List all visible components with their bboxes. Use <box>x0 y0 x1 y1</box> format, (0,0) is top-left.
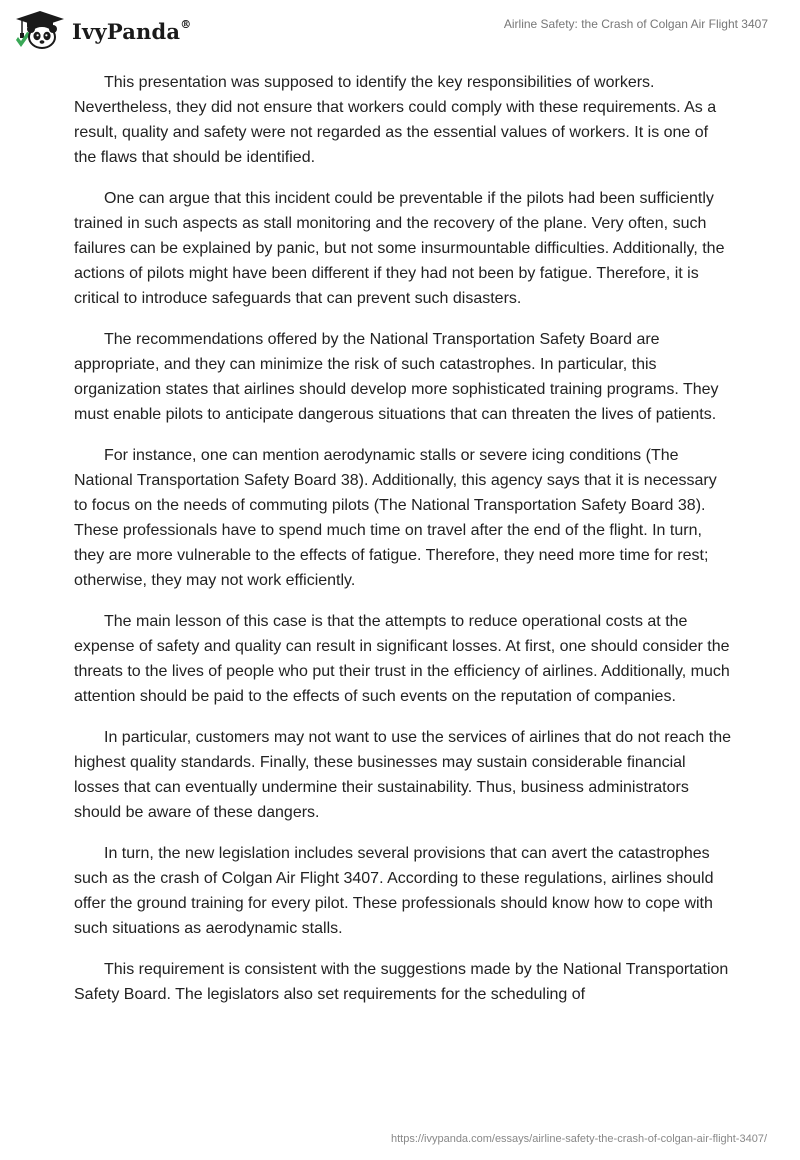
document-title: Airline Safety: the Crash of Colgan Air Flight 3407 <box>503 17 768 31</box>
paragraph: In turn, the new legislation includes several provisions that can avert the catastrophes such as the crash of Colgan Air Flight 3407. According to these regulations, airlines should offer the ground training for every pilot. These professionals should know how to cope with such situations as aerodynamic stalls. <box>74 845 714 937</box>
paragraph: This requirement is consistent with the suggestions made by the National Transportation Safety Board. The legislators also set requirements for the scheduling of <box>74 961 729 1003</box>
paragraph: One can argue that this incident could be preventable if the pilots had been sufficiently trained in such aspects as stall monitoring and the recovery of the plane. Very often, such failures can be explained by panic, but not some insurmountable difficulties. Additionally, the actions of pilots might have been different if they had not been by fatigue. Therefore, it is critical to introduce safeguards that can prevent such disasters. <box>74 190 725 307</box>
page-header <box>0 0 800 60</box>
paragraph: This presentation was supposed to identify the key responsibilities of workers. Nevertheless, they did not ensure that workers could comply with these requirements. As a result, quality and safety were not regarded as the essential values of workers. It is one of the flaws that should be identified. <box>74 74 717 166</box>
paragraph: In particular, customers may not want to use the services of airlines that do not reach the highest quality standards. Finally, these businesses may sustain considerable financial losses that can eventually undermine their sustainability. Thus, business administrators should be aware of these dangers. <box>74 729 731 821</box>
essay-body <box>74 70 734 1023</box>
paragraph: The main lesson of this case is that the attempts to reduce operational costs at the expense of safety and quality can result in significant losses. At first, one should consider the threats to the lives of people who put their trust in the efficiency of airlines. Additionally, much attention should be paid to the effects of such events on the reputation of companies. <box>74 613 730 705</box>
paragraph: The recommendations offered by the National Transportation Safety Board are appropriate, and they can minimize the risk of such catastrophes. In particular, this organization states that airlines should develop more sophisticated training programs. They must enable pilots to anticipate dangerous situations that can threaten the lives of patients. <box>74 331 719 423</box>
paragraph: For instance, one can mention aerodynamic stalls or severe icing conditions (The National Transportation Safety Board 38). Additionally, this agency says that it is necessary to focus on the needs of commuting pilots (The National Transportation Safety Board 38). These professionals have to spend much time on travel after the end of the flight. In turn, they are more vulnerable to the effects of fatigue. Therefore, they need more time for rest; otherwise, they may not work efficiently. <box>74 447 717 589</box>
panda-graduate-logo-icon <box>14 10 66 50</box>
source-url-link[interactable]: https://ivypanda.com/essays/airline-safety-the-crash-of-colgan-air-flight-3407/ <box>391 1133 767 1145</box>
brand-name: IvyPanda® <box>72 17 192 44</box>
site-logo[interactable] <box>14 10 191 50</box>
